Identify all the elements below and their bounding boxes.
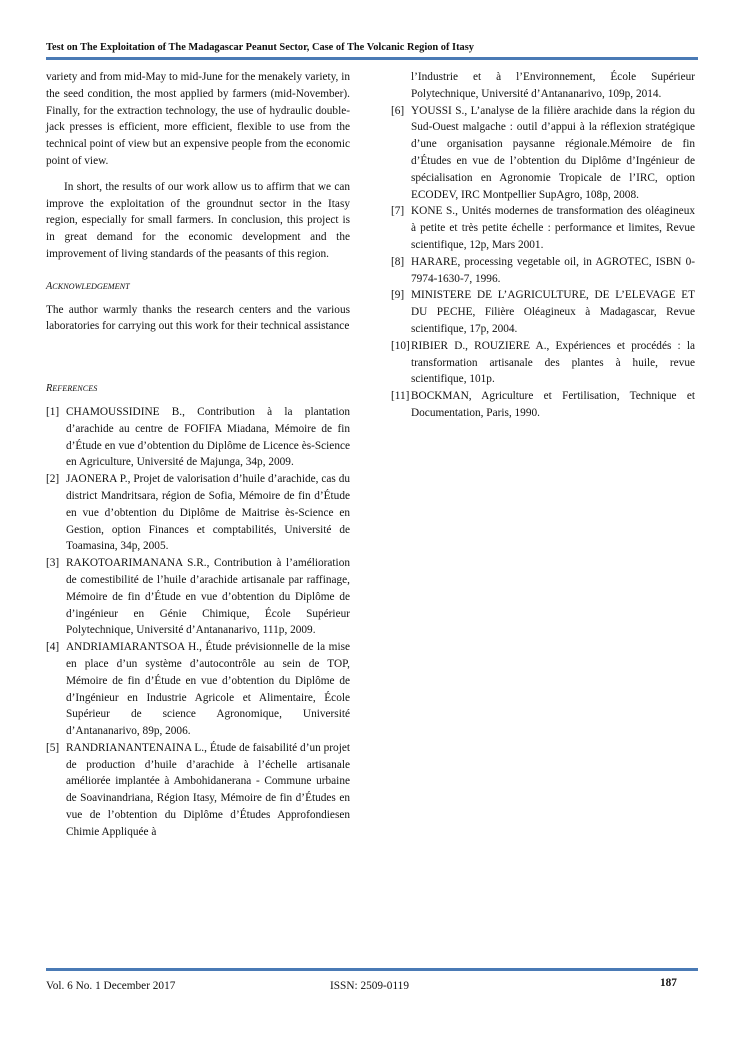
reference-text: RIBIER D., ROUZIERE A., Expériences et procédés : la transformation artisanale des plantes à huile, revue scientifique, 101p. xyxy=(411,339,695,386)
reference-number: [8] xyxy=(391,255,405,268)
reference-number: [2] xyxy=(46,473,60,486)
reference-number: [1] xyxy=(46,405,60,418)
reference-item xyxy=(46,740,350,841)
header-rule xyxy=(46,57,698,60)
reference-item xyxy=(391,338,695,388)
acknowledgement-heading-rest: CKNOWLEDGEMENT xyxy=(52,281,130,291)
reference-item xyxy=(391,103,695,204)
reference-text: CHAMOUSSIDINE B., Contribution à la plantation d’arachide au centre de FOFIFA Miadana, Mémoire de fin d’Étude en vue d’obtention du Diplôme de Licence ès-Science en Agriculture, Université de Majunga, 34p, 2009. xyxy=(66,405,350,469)
reference-text: JAONERA P., Projet de valorisation d’huile d’arachide, cas du district Mandritsara, région de Sofia, Mémoire de fin d’Étude en vue d’obtention du Diplôme de Maitrise ès-Science en Gestion, option Finances et comptabilités, Université de Toamasina, 34p, 2005. xyxy=(66,473,350,553)
conclusion-paragraph-2: In short, the results of our work allow us to affirm that we can improve the exploitation of the groundnut sector in the Itasy region, especially for small farmers. In conclusion, this project is in great demand for the economic development and the improvement of living standards of the peasants of this region. xyxy=(46,180,350,260)
reference-text: YOUSSI S., L’analyse de la filière arachide dans la région du Sud-Ouest malgache : outil d’appui à la réflexion stratégique d’une organisation paysanne régionale.Mémoire de fin d’Études en vue de l’obtention du Diplôme d’Ingénieur de spécialisation en Agronomie Tropicale de l’IRC, option ECODEV, IRC Montpellier SupAgro, 108p, 2008. xyxy=(411,104,695,201)
page-number: 187 xyxy=(660,977,677,989)
acknowledgement-text: The author warmly thanks the research centers and the various laboratories for carrying out this work for their technical assistance xyxy=(46,303,350,333)
reference-number: [4] xyxy=(46,641,60,654)
acknowledgement-heading-initial: A xyxy=(46,280,53,292)
reference-text: KONE S., Unités modernes de transformation des oléagineux à petite et très petite échelle : performance et limites, Revue scientifique, 12p, Mars 2001. xyxy=(411,205,695,251)
reference-text: l’Industrie et à l’Environnement, École Supérieur Polytechnique, Université d’Antananarivo, 109p, 2014. xyxy=(411,71,695,100)
reference-item xyxy=(46,404,350,471)
reference-number: [9] xyxy=(391,289,405,302)
reference-number: [3] xyxy=(46,557,60,570)
reference-number: [5] xyxy=(46,741,60,754)
issn-info: ISSN: 2509-0119 xyxy=(330,980,409,992)
reference-number: [6] xyxy=(391,104,405,117)
reference-number: [7] xyxy=(391,205,405,218)
left-column xyxy=(46,69,350,841)
reference-text: HARARE, processing vegetable oil, in AGROTEC, ISBN 0-7974-1630-7, 1996. xyxy=(411,255,695,285)
reference-text: RAKOTOARIMANANA S.R., Contribution à l’amélioration de comestibilité de l’huile d’arachide artisanale par raffinage, Mémoire de fin d’Étude en vue d’obtention du Diplôme de d’ingénieur en Génie Chimique, École Supérieur Polytechnique, Université d’Antananarivo, 111p, 2009. xyxy=(66,557,350,637)
running-header: Test on The Exploitation of The Madagascar Peanut Sector, Case of The Volcanic Region of Itasy xyxy=(46,42,474,53)
reference-number: [11] xyxy=(391,390,410,403)
right-column xyxy=(391,69,695,422)
reference-item xyxy=(391,254,695,288)
reference-item xyxy=(46,639,350,740)
volume-info: Vol. 6 No. 1 December 2017 xyxy=(46,980,176,992)
references-heading-rest: EFERENCES xyxy=(52,384,98,394)
reference-item xyxy=(391,203,695,253)
reference-item-continued xyxy=(391,69,695,103)
references-heading-initial: R xyxy=(46,383,53,395)
reference-item xyxy=(46,555,350,639)
reference-text: BOCKMAN, Agriculture et Fertilisation, Technique et Documentation, Paris, 1990. xyxy=(411,390,695,419)
reference-item xyxy=(391,388,695,422)
reference-text: RANDRIANANTENAINA L., Étude de faisabilité d’un projet de production d’huile d’arachide à l’échelle artisanale améliorée implantée à Ambohidanerana - Commune urbaine de Soavinandriana, Région Itasy, Mémoire de fin d’Études en vue de l’obtention du Diplôme d’Études Approfondiesen Chimie Appliquée à xyxy=(66,741,350,838)
conclusion-paragraph-1: variety and from mid-May to mid-June for the menakely variety, in the seed condition, the most applied by farmers (mid-November). Finally, for the extraction technology, the use of hydraulic double-jack presses is efficient, more efficient, flexible to use from the technical point of view but an expensive people from the economic point of view. xyxy=(46,71,350,167)
reference-item xyxy=(391,287,695,337)
reference-number: [10] xyxy=(391,339,410,352)
reference-text: MINISTERE DE L’AGRICULTURE, DE L’ELEVAGE ET DU PECHE, Filière Oléagineux à Madagascar, Revue scientifique, 17p, 2004. xyxy=(411,289,695,335)
references-heading xyxy=(46,381,350,398)
acknowledgement-heading xyxy=(46,279,350,296)
reference-text: ANDRIAMIARANTSOA H., Étude prévisionnelle de la mise en place d’un système d’autocontrôle au sein de TOP, Mémoire de fin d’Étude en vue d’obtention du Diplôme de d’Ingénieur en Industrie Agricole et Alimentaire, École Supérieur de science Agronomique, Université d’Antananarivo, 89p, 2006. xyxy=(66,641,350,738)
footer-rule xyxy=(46,968,698,971)
reference-item xyxy=(46,471,350,555)
